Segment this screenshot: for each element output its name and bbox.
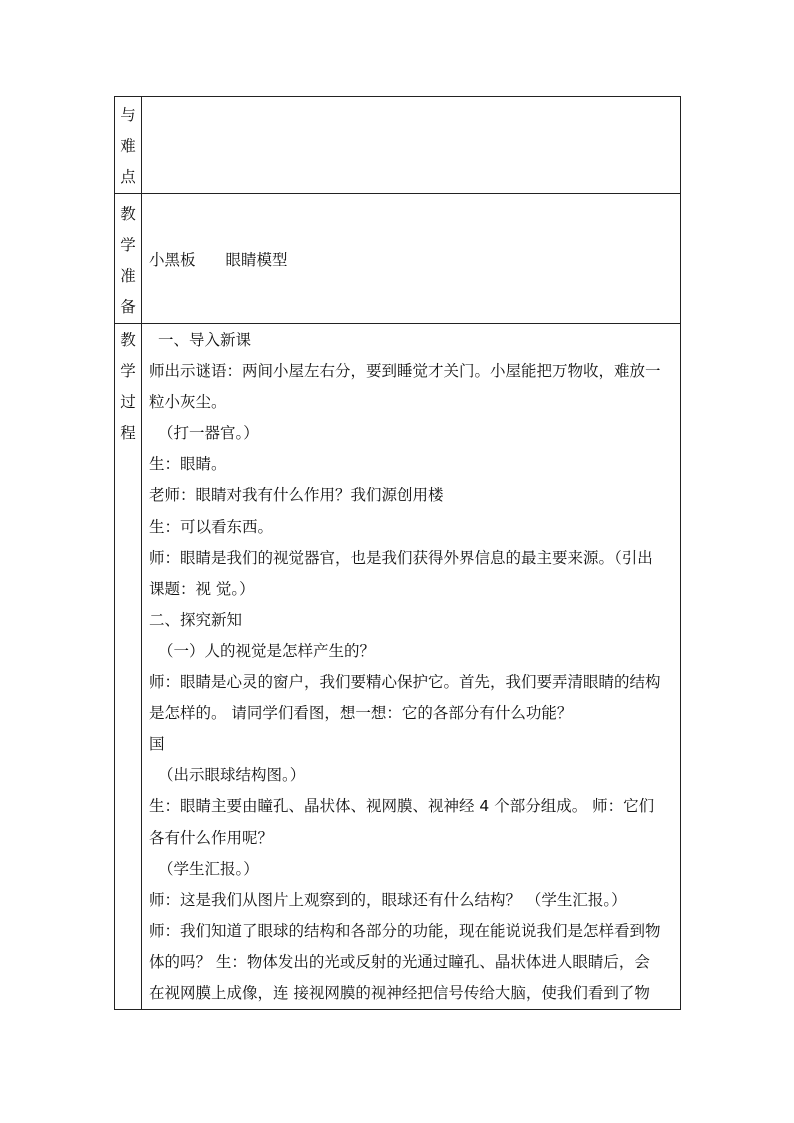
difficulty-row xyxy=(115,97,681,194)
label-char: 难 xyxy=(120,137,136,155)
label-char: 教 xyxy=(120,331,136,349)
label-char: 学 xyxy=(120,362,136,380)
teaching-prep-label-cell xyxy=(115,194,142,324)
teaching-process-row xyxy=(115,324,681,1010)
difficulty-content xyxy=(142,97,681,194)
text-line: 师：这是我们从图片上观察到的，眼球还有什么结构？ （学生汇报。） xyxy=(149,890,627,909)
label-char: 学 xyxy=(120,236,136,254)
text-line: 国 xyxy=(149,735,165,754)
teaching-process-label-cell xyxy=(115,324,142,1010)
teaching-process-label xyxy=(115,324,141,449)
text-line: 是怎样的。 请同学们看图，想一想：它的各部分有什么功能？ xyxy=(149,704,573,723)
label-char: 过 xyxy=(120,393,136,411)
label-char: 与 xyxy=(120,106,136,124)
text-line: 生：眼睛主要由瞳孔、晶状体、视网膜、视神经 4 个部分组成。 师：它们 xyxy=(149,797,655,816)
label-char: 教 xyxy=(120,205,136,223)
label-char: 准 xyxy=(120,267,136,285)
text-line: 体的吗？ 生：物体发出的光或反射的光通过瞳孔、晶状体进人眼睛后，会 xyxy=(149,952,650,971)
difficulty-label-cell xyxy=(115,97,142,194)
section-heading: 二、探究新知 xyxy=(149,610,243,629)
text-line: 粒小灰尘。 xyxy=(149,393,227,412)
lesson-plan-table xyxy=(114,96,681,1010)
text-line: 课题：视 觉。） xyxy=(149,579,255,598)
text-line: （学生汇报。） xyxy=(158,859,259,878)
text-line: 各有什么作用呢？ xyxy=(149,828,274,847)
text-line: 在视网膜上成像，连 接视网膜的视神经把信号传给大脑，使我们看到了物 xyxy=(149,983,650,1002)
prep-item-eye-model: 眼睛模型 xyxy=(225,250,288,269)
text-line: 师：眼睛是心灵的窗户，我们要精心保护它。首先，我们要弄清眼睛的结构 xyxy=(149,673,661,692)
teaching-prep-items xyxy=(149,248,674,272)
text-line: 师出示谜语：两间小屋左右分，要到睡觉才关门。小屋能把万物收，难放一 xyxy=(149,362,661,381)
section-heading: 一、导入新课 xyxy=(158,331,252,349)
label-char: 点 xyxy=(120,168,136,186)
teaching-prep-row xyxy=(115,194,681,324)
label-char: 程 xyxy=(120,424,136,442)
text-line: 师：我们知道了眼球的结构和各部分的功能，现在能说说我们是怎样看到物 xyxy=(149,921,661,940)
label-char: 备 xyxy=(120,298,136,316)
difficulty-label xyxy=(115,97,141,193)
text-line: 老师：眼睛对我有什么作用？我们源创用楼 xyxy=(149,486,444,505)
teaching-process-content xyxy=(142,324,681,1010)
teaching-prep-label xyxy=(115,194,141,323)
text-line: 师：眼睛是我们的视觉器官，也是我们获得外界信息的最主要来源。（引出 xyxy=(149,548,653,567)
text-line: （打一器官。） xyxy=(158,424,259,443)
text-line: 生：可以看东西。 xyxy=(149,517,274,536)
text-line: 生：眼睛。 xyxy=(149,455,227,474)
subsection-heading: （一）人的视觉是怎样产生的？ xyxy=(158,641,376,660)
prep-item-blackboard: 小黑板 xyxy=(149,250,196,269)
teaching-prep-content xyxy=(142,194,681,324)
text-line: （出示眼球结构图。） xyxy=(158,766,306,785)
